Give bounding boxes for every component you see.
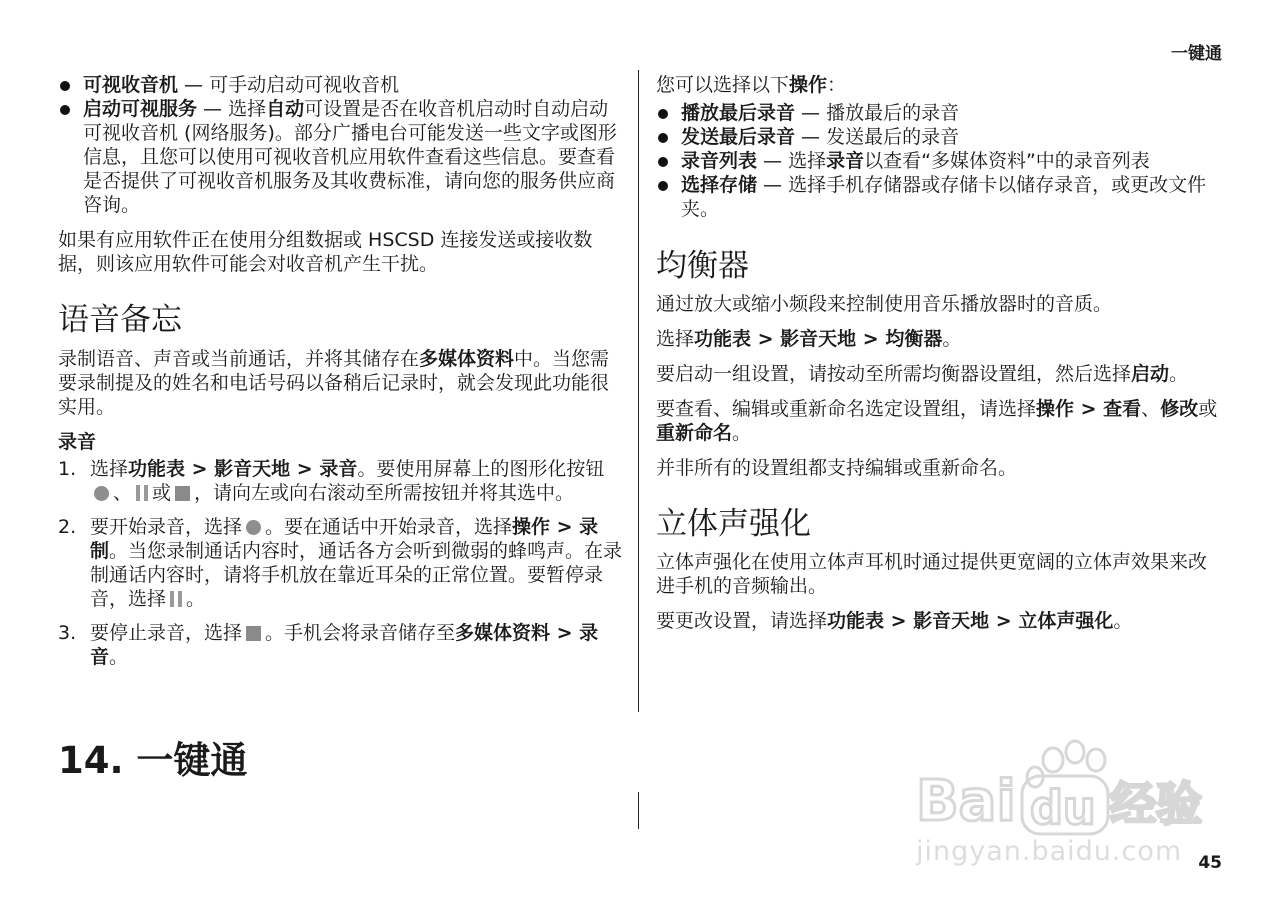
step-item (58, 621, 624, 669)
step-text: 。当您录制通话内容时，通话各方会听到微弱的蜂鸣声。在录制通话内容时，请将手机放在靠近耳朵的正常位置。要暂停录音，选择 (90, 540, 623, 610)
option-term: 播放最后录音 (681, 102, 796, 124)
step-number: 1. (58, 458, 77, 480)
intro-text: 中。当您需要录制提及的姓名和电话号码以备稍后记录时，就会发现此功能很实用。 (58, 348, 610, 418)
equalizer-para: 并非所有的设置组都支持编辑或重新命名。 (656, 457, 1018, 479)
stop-icon (175, 486, 190, 501)
list-item (58, 97, 624, 217)
section-heading-stereo: 立体声强化 (656, 506, 811, 542)
step-text: 要停止录音，选择 (90, 622, 243, 644)
stereo-para: 立体声强化在使用立体声耳机时通过提供更宽阔的立体声效果来改进手机的音频输出。 (656, 551, 1208, 597)
paw-icon (898, 732, 1203, 872)
equalizer-para (656, 327, 1222, 351)
svg-text:经验: 经验 (1110, 777, 1202, 831)
step-item (58, 457, 624, 505)
para-bold: 重新命名 (656, 422, 733, 444)
equalizer-para (656, 362, 1222, 386)
option-text: — 选择手机存储器或存储卡以储存录音，或更改文件夹。 (681, 174, 1207, 220)
menu-path: 操作 > 查看 (1036, 398, 1142, 420)
svg-text:Bai: Bai (916, 769, 1016, 834)
step-text: 。 (109, 646, 129, 668)
step-text: 。要在通话中开始录音，选择 (265, 516, 513, 538)
record-icon (246, 520, 261, 535)
step-text: ，请向左或向右滚动至所需按钮并将其选中。 (194, 482, 575, 504)
baidu-watermark (898, 732, 1203, 872)
recording-options-list (656, 101, 1222, 221)
step-item (58, 515, 624, 611)
voice-memo-intro (58, 347, 624, 419)
bullet-icon (60, 81, 70, 91)
option-text: — 选择 (757, 150, 827, 172)
para-text: 。 (1113, 610, 1133, 632)
equalizer-para (656, 397, 1222, 445)
step-number: 2. (58, 516, 77, 538)
para-text: 。 (942, 328, 962, 350)
option-text: — 发送最后的录音 (795, 126, 960, 148)
svg-text:jingyan.baidu.com: jingyan.baidu.com (916, 836, 1183, 867)
interference-note: 如果有应用软件正在使用分组数据或 HSCSD 连接发送或接收数据，则该应用软件可能会对收音机产生干扰。 (58, 229, 593, 275)
para-text: 选择 (656, 328, 695, 350)
option-bold: 自动 (266, 98, 305, 120)
stop-icon (246, 626, 261, 641)
chapter-title: 14. 一键通 (58, 739, 248, 782)
section-heading-voice-memo: 语音备忘 (58, 302, 182, 338)
right-column (656, 73, 1222, 644)
record-icon (94, 486, 109, 501)
list-item (58, 73, 624, 97)
menu-path: 功能表 > 影音天地 > 均衡器 (694, 328, 943, 350)
section-heading-equalizer: 均衡器 (656, 248, 749, 284)
intro-bold: 操作 (789, 74, 828, 96)
option-term: 启动可视服务 (83, 98, 198, 120)
list-item (656, 125, 1222, 149)
page-number: 45 (1198, 853, 1222, 873)
pause-icon (170, 589, 182, 605)
step-text: 、 (113, 482, 133, 504)
para-bold: 启动 (1131, 363, 1170, 385)
intro-bold: 多媒体资料 (419, 348, 515, 370)
column-divider (638, 70, 639, 712)
bullet-icon (658, 109, 668, 119)
record-steps (58, 457, 624, 669)
intro-text: 您可以选择以下 (656, 74, 790, 96)
option-text: — 播放最后的录音 (795, 102, 960, 124)
column-divider-lower (638, 792, 639, 829)
options-intro (656, 73, 1222, 97)
bullet-icon (60, 105, 70, 115)
menu-path: 功能表 > 影音天地 > 录音 (128, 458, 358, 480)
para-text: 、 (1141, 398, 1161, 420)
step-text: 或 (152, 482, 172, 504)
menu-path: 操作 > 录制 (90, 516, 599, 562)
stereo-para (656, 609, 1222, 633)
para-text: 要更改设置，请选择 (656, 610, 828, 632)
option-term: 选择存储 (681, 174, 758, 196)
menu-path: 功能表 > 影音天地 > 立体声强化 (827, 610, 1114, 632)
list-item (656, 101, 1222, 125)
para-text: 要查看、编辑或重新命名选定设置组，请选择 (656, 398, 1037, 420)
bullet-icon (658, 157, 668, 167)
option-term: 发送最后录音 (681, 126, 796, 148)
step-text: 选择 (90, 458, 129, 480)
option-text: — 可手动启动可视收音机 (178, 74, 400, 96)
bullet-icon (658, 133, 668, 143)
intro-text: 录制语音、声音或当前通话，并将其储存在 (58, 348, 420, 370)
para-bold: 修改 (1160, 398, 1199, 420)
option-text: 以查看“多媒体资料”中的录音列表 (864, 150, 1150, 172)
option-bold: 录音 (826, 150, 865, 172)
running-header: 一键通 (1171, 44, 1222, 64)
list-item (656, 149, 1222, 173)
option-term: 录音列表 (681, 150, 758, 172)
step-number: 3. (58, 622, 77, 644)
step-text: 要开始录音，选择 (90, 516, 243, 538)
option-text: 可设置是否在收音机启动时自动启动可视收音机 (网络服务)。部分广播电台可能发送一些文字或图形信息，且您可以使用可视收音机应用软件查看这些信息。要查看是否提供了可视收音机服务及其收费标准，请向您的服务供应商咨询。 (83, 98, 617, 216)
intro-text: ： (827, 74, 847, 96)
list-item (656, 173, 1222, 221)
equalizer-para: 通过放大或缩小频段来控制使用音乐播放器时的音质。 (656, 293, 1113, 315)
left-column (58, 73, 624, 679)
svg-text:du: du (1030, 781, 1096, 835)
para-text: 。 (732, 422, 752, 444)
para-text: 要启动一组设置，请按动至所需均衡器设置组，然后选择 (656, 363, 1132, 385)
option-term: 可视收音机 (83, 74, 179, 96)
step-text: 。 (186, 588, 206, 610)
radio-options-list (58, 73, 624, 217)
step-text: 。手机会将录音储存至 (265, 622, 456, 644)
para-text: 或 (1198, 398, 1218, 420)
sub-heading-record: 录音 (58, 431, 97, 453)
step-text: 。要使用屏幕上的图形化按钮 (357, 458, 605, 480)
pause-icon (136, 483, 148, 499)
para-text: 。 (1169, 363, 1189, 385)
bullet-icon (658, 181, 668, 191)
menu-path: 多媒体资料 > 录音 (90, 622, 599, 668)
option-text: — 选择 (197, 98, 267, 120)
